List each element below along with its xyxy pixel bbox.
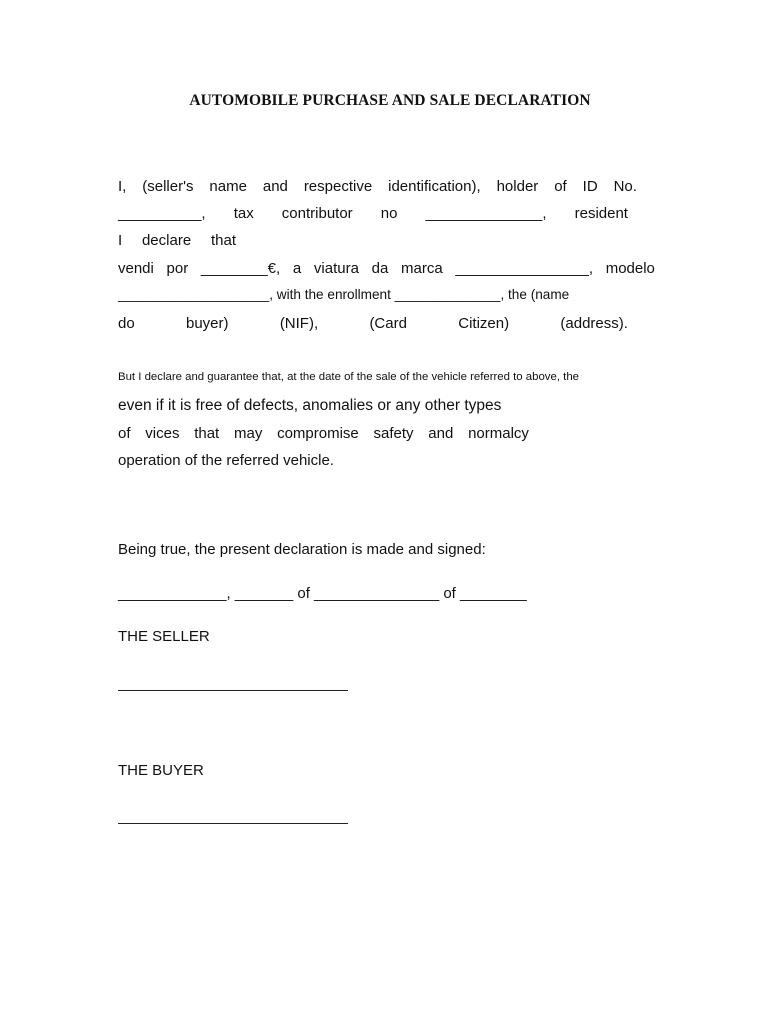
date-line: _____________, _______ of _______________ of ________ (118, 585, 527, 602)
word: vendi (118, 260, 154, 277)
word: that (194, 425, 220, 442)
word: holder (496, 178, 539, 195)
paragraph1-line1 (118, 177, 637, 197)
document-title: AUTOMOBILE PURCHASE AND SALE DECLARATION (189, 92, 591, 109)
word: __________, (118, 205, 206, 222)
word: tax (233, 205, 254, 222)
word: ______________, (425, 205, 547, 222)
word: compromise (277, 425, 359, 442)
word: ID (582, 178, 598, 195)
word: name (209, 178, 247, 195)
word: (NIF), (279, 315, 319, 332)
paragraph2-line2: even if it is free of defects, anomalies or any other types (118, 397, 502, 414)
paragraph1-line6 (118, 314, 628, 334)
word: safety (373, 425, 414, 442)
paragraph2-line1: But I declare and guarantee that, at the date of the sale of the vehicle referred to above, the (118, 371, 579, 383)
buyer-label: THE BUYER (118, 762, 204, 779)
word: I (118, 232, 123, 249)
word: Citizen) (458, 315, 510, 332)
paragraph1-line5: ____________________, with the enrollment ______________, the (name (118, 287, 570, 302)
word: marca (400, 260, 443, 277)
word: declare (141, 232, 192, 249)
word: no (380, 205, 398, 222)
word: (seller's (142, 178, 194, 195)
word: ________€, (200, 260, 281, 277)
word: I, (118, 178, 127, 195)
word: respective (303, 178, 373, 195)
seller-label: THE SELLER (118, 628, 210, 645)
word: a (292, 260, 302, 277)
paragraph1-line4 (118, 259, 655, 279)
word: buyer) (185, 315, 229, 332)
paragraph2-line4: operation of the referred vehicle. (118, 452, 334, 469)
word: No. (613, 178, 637, 195)
word: da (371, 260, 389, 277)
word: identification), (388, 178, 481, 195)
word: (Card (369, 315, 407, 332)
word: and (262, 178, 288, 195)
word: that (210, 232, 236, 249)
word: normalcy (468, 425, 529, 442)
word: of (118, 425, 131, 442)
word: ________________, (455, 260, 594, 277)
paragraph2-line3 (118, 424, 529, 444)
buyer-signature-line (118, 823, 348, 824)
paragraph1-line2 (118, 204, 628, 224)
word: (address). (560, 315, 628, 332)
word: viatura (313, 260, 359, 277)
word: may (233, 425, 263, 442)
word: modelo (605, 260, 655, 277)
word: por (166, 260, 189, 277)
word: do (118, 315, 135, 332)
word: resident (574, 205, 628, 222)
paragraph1-line3 (118, 231, 236, 251)
word: contributor (281, 205, 353, 222)
closing-statement: Being true, the present declaration is made and signed: (118, 541, 486, 558)
word: and (428, 425, 454, 442)
word: vices (145, 425, 180, 442)
seller-signature-line (118, 690, 348, 691)
word: of (554, 178, 567, 195)
